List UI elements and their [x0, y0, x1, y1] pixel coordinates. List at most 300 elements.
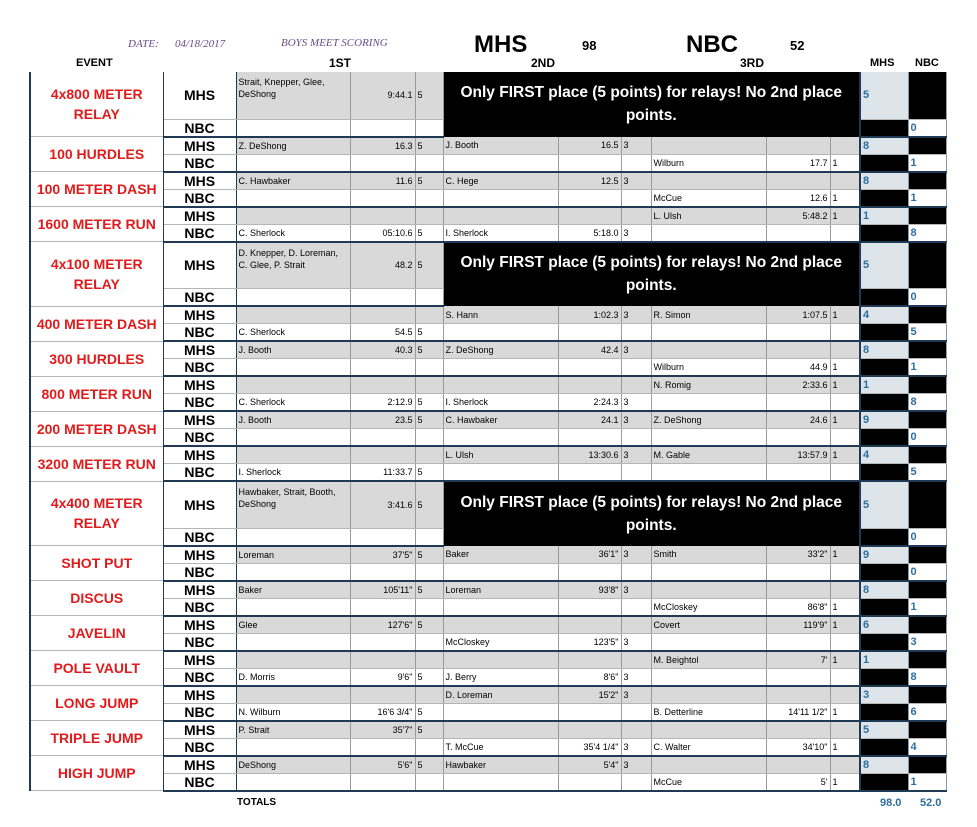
third-place-points	[830, 756, 860, 774]
third-place-points: 1	[830, 376, 860, 394]
nbc-event-score: 6	[908, 703, 946, 721]
first-place-mark	[350, 598, 415, 616]
event-name: 4x800 METER RELAY	[30, 72, 163, 137]
team-label: NBC	[163, 394, 236, 412]
first-place-points	[415, 563, 443, 581]
second-place-points	[621, 464, 651, 482]
team-label: NBC	[163, 528, 236, 546]
third-place-name	[651, 581, 766, 599]
mhs-event-score: 9	[860, 546, 908, 564]
second-place-mark: 12.5	[558, 172, 621, 190]
second-place-mark: 123'5"	[558, 633, 621, 651]
second-place-mark	[558, 598, 621, 616]
first-place-mark: 40.3	[350, 341, 415, 359]
table-row	[30, 72, 946, 119]
first-place-points: 5	[415, 481, 443, 528]
third-place-points: 1	[830, 773, 860, 791]
first-place-name: J. Booth	[236, 341, 350, 359]
second-place-name: I. Sherlock	[443, 224, 558, 242]
table-row	[30, 359, 946, 377]
nbc-score-blank	[908, 616, 946, 634]
table-row	[30, 411, 946, 429]
mhs-event-score: 1	[860, 207, 908, 225]
third-place-name: Wilburn	[651, 359, 766, 377]
team-label: NBC	[163, 668, 236, 686]
first-place-points: 5	[415, 756, 443, 774]
third-place-name	[651, 563, 766, 581]
first-place-points: 5	[415, 341, 443, 359]
second-place-points: 3	[621, 172, 651, 190]
second-place-name: McCloskey	[443, 633, 558, 651]
third-place-mark: 2:33.6	[766, 376, 830, 394]
first-place-name	[236, 376, 350, 394]
event-name: 4x100 METER RELAY	[30, 242, 163, 307]
first-place-mark	[350, 563, 415, 581]
mhs-score-blank	[860, 598, 908, 616]
first-place-mark: 16'6 3/4"	[350, 703, 415, 721]
team-label: MHS	[163, 341, 236, 359]
second-place-points: 3	[621, 633, 651, 651]
second-place-mark: 1:02.3	[558, 306, 621, 324]
first-place-mark: 9:44.1	[350, 72, 415, 119]
second-place-points: 3	[621, 306, 651, 324]
nbc-event-score: 1	[908, 154, 946, 172]
third-place-name: R. Simon	[651, 306, 766, 324]
first-place-points	[415, 598, 443, 616]
second-place-name: L. Ulsh	[443, 446, 558, 464]
first-place-name: Loreman	[236, 546, 350, 564]
team-label: NBC	[163, 429, 236, 447]
nbc-event-score: 8	[908, 394, 946, 412]
third-place-name	[651, 137, 766, 155]
second-place-name	[443, 598, 558, 616]
third-place-mark	[766, 394, 830, 412]
third-place-points	[830, 581, 860, 599]
totals-label: TOTALS	[237, 797, 277, 808]
mhs-score-blank	[860, 633, 908, 651]
mhs-event-score: 9	[860, 411, 908, 429]
third-place-name: L. Ulsh	[651, 207, 766, 225]
second-place-points	[621, 721, 651, 739]
event-name: 3200 METER RUN	[30, 446, 163, 481]
third-place-points	[830, 464, 860, 482]
third-place-name: Wilburn	[651, 154, 766, 172]
first-place-points	[415, 738, 443, 756]
second-place-points: 3	[621, 411, 651, 429]
third-place-points: 1	[830, 546, 860, 564]
event-name: DISCUS	[30, 581, 163, 616]
third-place-name	[651, 464, 766, 482]
third-place-points: 1	[830, 651, 860, 669]
first-place-points	[415, 154, 443, 172]
mhs-event-score: 6	[860, 616, 908, 634]
team-label: MHS	[163, 411, 236, 429]
second-place-name: D. Loreman	[443, 686, 558, 704]
second-place-points: 3	[621, 224, 651, 242]
second-place-mark	[558, 464, 621, 482]
nbc-event-score: 8	[908, 224, 946, 242]
first-place-points	[415, 306, 443, 324]
first-place-points: 5	[415, 703, 443, 721]
relay-note: Only FIRST place (5 points) for relays! No 2nd place points.	[443, 72, 860, 137]
second-place-points: 3	[621, 581, 651, 599]
third-place-mark	[766, 341, 830, 359]
third-place-name	[651, 721, 766, 739]
team-label: NBC	[163, 154, 236, 172]
team-label: MHS	[163, 481, 236, 528]
mhs-score-blank	[860, 189, 908, 207]
first-place-name	[236, 154, 350, 172]
team-label: NBC	[163, 224, 236, 242]
event-name: JAVELIN	[30, 616, 163, 651]
second-place-name: J. Berry	[443, 668, 558, 686]
second-place-name	[443, 651, 558, 669]
second-place-name: Loreman	[443, 581, 558, 599]
second-place-mark	[558, 616, 621, 634]
second-place-name	[443, 189, 558, 207]
third-place-points	[830, 394, 860, 412]
table-row	[30, 563, 946, 581]
mhs-event-score: 8	[860, 341, 908, 359]
nbc-event-score: 1	[908, 359, 946, 377]
first-place-name	[236, 651, 350, 669]
nbc-score-column-header: NBC	[915, 57, 939, 69]
first-place-mark: 105'11"	[350, 581, 415, 599]
first-place-points	[415, 289, 443, 307]
date-value: 04/18/2017	[175, 38, 226, 50]
mhs-score-blank	[860, 668, 908, 686]
first-place-points: 5	[415, 721, 443, 739]
mhs-event-score: 4	[860, 306, 908, 324]
first-place-name: C. Sherlock	[236, 324, 350, 342]
first-place-points	[415, 376, 443, 394]
mhs-score-blank	[860, 359, 908, 377]
table-row	[30, 446, 946, 464]
second-place-mark: 5:18.0	[558, 224, 621, 242]
mhs-score-column-header: MHS	[870, 57, 895, 69]
first-place-points: 5	[415, 546, 443, 564]
second-place-mark: 15'2"	[558, 686, 621, 704]
third-place-mark	[766, 668, 830, 686]
team-label: NBC	[163, 189, 236, 207]
second-place-name	[443, 703, 558, 721]
second-place-points: 3	[621, 546, 651, 564]
table-row	[30, 306, 946, 324]
third-place-name	[651, 633, 766, 651]
first-place-name: Hawbaker, Strait, Booth, DeShong	[236, 481, 350, 528]
second-place-name	[443, 359, 558, 377]
table-row	[30, 651, 946, 669]
first-place-points	[415, 686, 443, 704]
second-place-name: Z. DeShong	[443, 341, 558, 359]
table-row	[30, 376, 946, 394]
table-row	[30, 616, 946, 634]
mhs-score-blank	[860, 394, 908, 412]
second-place-mark	[558, 154, 621, 172]
nbc-score-blank	[908, 651, 946, 669]
nbc-event-score: 0	[908, 429, 946, 447]
first-place-name: I. Sherlock	[236, 464, 350, 482]
first-place-points	[415, 446, 443, 464]
first-place-name: N. Wilburn	[236, 703, 350, 721]
mhs-event-score: 1	[860, 376, 908, 394]
first-place-points: 5	[415, 242, 443, 289]
first-place-points	[415, 773, 443, 791]
third-place-points	[830, 224, 860, 242]
event-name: 100 HURDLES	[30, 137, 163, 172]
nbc-score-blank	[908, 756, 946, 774]
second-place-name: J. Booth	[443, 137, 558, 155]
event-name: SHOT PUT	[30, 546, 163, 581]
table-row	[30, 172, 946, 190]
team-label: MHS	[163, 686, 236, 704]
first-place-points	[415, 651, 443, 669]
third-place-mark: 34'10"	[766, 738, 830, 756]
second-place-name: T. McCue	[443, 738, 558, 756]
first-place-points: 5	[415, 464, 443, 482]
second-place-points	[621, 773, 651, 791]
third-place-points	[830, 563, 860, 581]
second-column-header: 2ND	[531, 56, 556, 70]
sheet-title: BOYS MEET SCORING	[281, 37, 388, 49]
second-place-mark	[558, 376, 621, 394]
team2-name: NBC	[686, 31, 738, 58]
second-place-points: 3	[621, 446, 651, 464]
third-place-points: 1	[830, 598, 860, 616]
nbc-score-blank	[908, 341, 946, 359]
team-label: MHS	[163, 651, 236, 669]
second-place-points	[621, 651, 651, 669]
event-name: POLE VAULT	[30, 651, 163, 686]
team1-name: MHS	[474, 31, 528, 58]
table-row	[30, 703, 946, 721]
mhs-event-score: 5	[860, 72, 908, 119]
first-place-mark	[350, 154, 415, 172]
mhs-event-score: 8	[860, 756, 908, 774]
team-label: MHS	[163, 581, 236, 599]
third-place-mark: 24.6	[766, 411, 830, 429]
third-place-mark	[766, 581, 830, 599]
second-place-points: 3	[621, 341, 651, 359]
table-row	[30, 546, 946, 564]
scoring-table	[29, 72, 947, 792]
third-place-points: 1	[830, 411, 860, 429]
table-row	[30, 324, 946, 342]
first-place-mark	[350, 773, 415, 791]
third-place-mark	[766, 563, 830, 581]
team-label: MHS	[163, 756, 236, 774]
nbc-event-score: 0	[908, 289, 946, 307]
event-name: 300 HURDLES	[30, 341, 163, 376]
table-row	[30, 242, 946, 289]
third-place-mark: 17.7	[766, 154, 830, 172]
team-label: NBC	[163, 633, 236, 651]
first-place-points	[415, 207, 443, 225]
mhs-event-score: 1	[860, 651, 908, 669]
second-place-points	[621, 703, 651, 721]
team-label: MHS	[163, 721, 236, 739]
second-place-mark	[558, 359, 621, 377]
second-place-points	[621, 598, 651, 616]
third-place-name	[651, 224, 766, 242]
second-place-name	[443, 324, 558, 342]
second-place-mark: 35'4 1/4"	[558, 738, 621, 756]
third-place-name: B. Detterline	[651, 703, 766, 721]
first-place-mark: 16.3	[350, 137, 415, 155]
first-place-mark: 35'7"	[350, 721, 415, 739]
first-place-points	[415, 359, 443, 377]
team-label: MHS	[163, 376, 236, 394]
third-place-points: 1	[830, 154, 860, 172]
third-place-name: M. Beightol	[651, 651, 766, 669]
first-place-name: Strait, Knepper, Glee, DeShong	[236, 72, 350, 119]
first-place-name: D. Morris	[236, 668, 350, 686]
first-place-points	[415, 429, 443, 447]
table-row	[30, 341, 946, 359]
first-place-name: C. Hawbaker	[236, 172, 350, 190]
mhs-score-blank	[860, 703, 908, 721]
second-place-name	[443, 773, 558, 791]
first-place-name: C. Sherlock	[236, 224, 350, 242]
nbc-event-score: 0	[908, 563, 946, 581]
first-place-mark	[350, 528, 415, 546]
second-place-name	[443, 563, 558, 581]
third-place-name	[651, 756, 766, 774]
third-place-points	[830, 429, 860, 447]
first-place-name	[236, 306, 350, 324]
second-place-name: C. Hege	[443, 172, 558, 190]
first-place-mark	[350, 738, 415, 756]
mhs-event-score: 8	[860, 581, 908, 599]
team-label: MHS	[163, 306, 236, 324]
team-label: NBC	[163, 773, 236, 791]
third-place-mark: 44.9	[766, 359, 830, 377]
team-label: MHS	[163, 242, 236, 289]
first-place-points	[415, 189, 443, 207]
nbc-event-score: 1	[908, 773, 946, 791]
first-place-points	[415, 119, 443, 137]
table-row	[30, 633, 946, 651]
first-place-mark: 127'6"	[350, 616, 415, 634]
third-place-name	[651, 429, 766, 447]
first-place-points: 5	[415, 616, 443, 634]
first-place-name	[236, 289, 350, 307]
team-label: NBC	[163, 738, 236, 756]
team-label: NBC	[163, 119, 236, 137]
table-row	[30, 598, 946, 616]
second-place-name	[443, 464, 558, 482]
table-row	[30, 394, 946, 412]
first-place-mark	[350, 359, 415, 377]
team-label: NBC	[163, 703, 236, 721]
first-place-mark: 5'6"	[350, 756, 415, 774]
third-place-name: Z. DeShong	[651, 411, 766, 429]
third-place-mark	[766, 756, 830, 774]
first-place-name: J. Booth	[236, 411, 350, 429]
second-place-mark	[558, 651, 621, 669]
mhs-event-score: 5	[860, 242, 908, 289]
third-place-points: 1	[830, 446, 860, 464]
third-place-mark	[766, 137, 830, 155]
third-place-mark	[766, 324, 830, 342]
first-place-points: 5	[415, 668, 443, 686]
mhs-event-score: 5	[860, 721, 908, 739]
third-place-points: 1	[830, 616, 860, 634]
nbc-event-score: 3	[908, 633, 946, 651]
nbc-score-blank	[908, 721, 946, 739]
first-place-name: C. Sherlock	[236, 394, 350, 412]
first-place-mark: 23.5	[350, 411, 415, 429]
nbc-score-blank	[908, 481, 946, 528]
second-place-points	[621, 207, 651, 225]
second-place-points: 3	[621, 756, 651, 774]
third-place-mark: 14'11 1/2"	[766, 703, 830, 721]
first-place-name	[236, 528, 350, 546]
team2-score: 52	[790, 38, 805, 53]
relay-note: Only FIRST place (5 points) for relays! No 2nd place points.	[443, 242, 860, 307]
second-place-name: I. Sherlock	[443, 394, 558, 412]
third-place-name	[651, 341, 766, 359]
third-place-name: Smith	[651, 546, 766, 564]
second-place-mark	[558, 207, 621, 225]
date-label: DATE:	[128, 38, 159, 50]
third-place-name	[651, 324, 766, 342]
first-place-mark: 05:10.6	[350, 224, 415, 242]
team1-score: 98	[582, 38, 597, 53]
second-place-mark	[558, 189, 621, 207]
mhs-score-blank	[860, 563, 908, 581]
first-place-mark	[350, 446, 415, 464]
table-row	[30, 224, 946, 242]
third-place-points	[830, 137, 860, 155]
table-row	[30, 668, 946, 686]
table-row	[30, 189, 946, 207]
third-place-points	[830, 172, 860, 190]
third-place-points: 1	[830, 738, 860, 756]
mhs-score-blank	[860, 528, 908, 546]
second-place-mark	[558, 703, 621, 721]
second-place-mark	[558, 773, 621, 791]
team-label: MHS	[163, 72, 236, 119]
first-place-name	[236, 563, 350, 581]
third-place-name: M. Gable	[651, 446, 766, 464]
nbc-event-score: 8	[908, 668, 946, 686]
nbc-score-blank	[908, 72, 946, 119]
team-label: NBC	[163, 598, 236, 616]
first-place-mark	[350, 686, 415, 704]
second-place-points	[621, 189, 651, 207]
nbc-event-score: 5	[908, 324, 946, 342]
second-place-points	[621, 616, 651, 634]
table-row	[30, 721, 946, 739]
first-place-mark: 2:12.9	[350, 394, 415, 412]
third-place-points	[830, 668, 860, 686]
event-column-header: EVENT	[76, 57, 113, 69]
first-place-name	[236, 773, 350, 791]
third-place-name: N. Romig	[651, 376, 766, 394]
third-place-mark: 7'	[766, 651, 830, 669]
second-place-name: Hawbaker	[443, 756, 558, 774]
first-place-name: Glee	[236, 616, 350, 634]
first-place-name	[236, 686, 350, 704]
first-place-mark	[350, 189, 415, 207]
table-row	[30, 738, 946, 756]
third-place-mark: 1:07.5	[766, 306, 830, 324]
team-label: MHS	[163, 172, 236, 190]
second-place-name	[443, 721, 558, 739]
nbc-score-blank	[908, 207, 946, 225]
nbc-score-blank	[908, 306, 946, 324]
